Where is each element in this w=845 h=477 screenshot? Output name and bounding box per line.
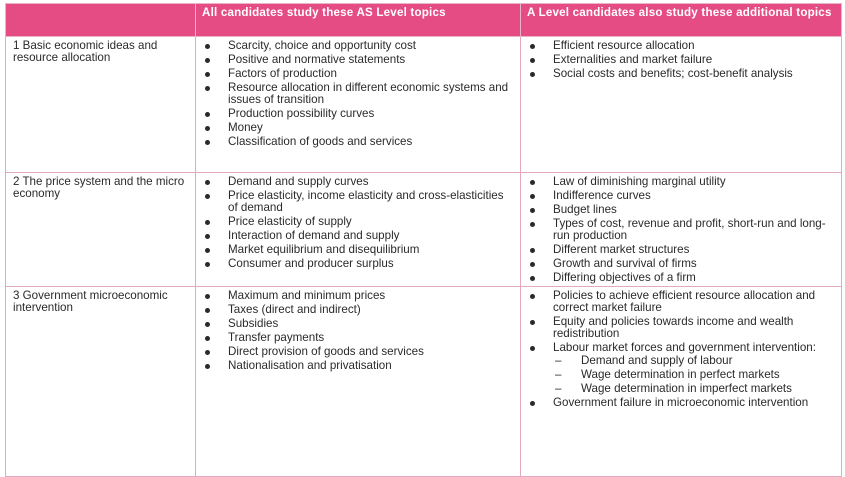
bullet-icon	[205, 322, 210, 327]
sub-list	[553, 355, 835, 395]
bullet-icon	[205, 58, 210, 63]
header-as-level: All candidates study these AS Level topics	[196, 4, 521, 37]
list-item: Law of diminishing marginal utility	[527, 176, 835, 188]
list-item: Classification of goods and services	[202, 136, 514, 148]
list-item: Market equilibrium and disequilibrium	[202, 244, 514, 256]
a-topics-cell	[521, 287, 842, 477]
bullet-icon	[530, 248, 535, 253]
bullet-icon	[205, 350, 210, 355]
bullet-icon	[530, 294, 535, 299]
list-item: Indifference curves	[527, 190, 835, 202]
list-item: Differing objectives of a firm	[527, 272, 835, 284]
list-item: Direct provision of goods and services	[202, 346, 514, 358]
bullet-icon	[205, 72, 210, 77]
as-topics-cell	[196, 173, 521, 287]
bullet-icon	[205, 194, 210, 199]
list-item: Positive and normative statements	[202, 54, 514, 66]
bullet-icon	[530, 208, 535, 213]
table-row	[6, 173, 842, 287]
bullet-icon	[530, 276, 535, 281]
list-item: Externalities and market failure	[527, 54, 835, 66]
bullet-icon	[205, 248, 210, 253]
a-topics-cell	[521, 173, 842, 287]
list-item: Growth and survival of firms	[527, 258, 835, 270]
dash-icon: –	[555, 368, 562, 381]
bullet-icon	[205, 180, 210, 185]
syllabus-table-wrapper	[5, 3, 841, 473]
list-item: Price elasticity, income elasticity and cross-elasticities of demand	[202, 190, 514, 214]
list-item: Nationalisation and privatisation	[202, 360, 514, 372]
topic-cell: 1 Basic economic ideas and resource allocation	[6, 37, 196, 173]
bullet-icon	[530, 222, 535, 227]
bullet-icon	[530, 262, 535, 267]
topic-cell: 3 Government microeconomic intervention	[6, 287, 196, 477]
dash-icon: –	[555, 382, 562, 395]
list-item: Maximum and minimum prices	[202, 290, 514, 302]
header-topic	[6, 4, 196, 37]
a-topics-cell	[521, 37, 842, 173]
header-a-level: A Level candidates also study these additional topics	[521, 4, 842, 37]
list-item: Demand and supply curves	[202, 176, 514, 188]
sub-list-item: – Demand and supply of labour	[555, 354, 733, 367]
bullet-icon	[530, 72, 535, 77]
list-item: Government failure in microeconomic intervention	[527, 397, 835, 409]
sub-list-item: – Wage determination in perfect markets	[555, 368, 780, 381]
as-topics-cell	[196, 37, 521, 173]
as-topics-cell	[196, 287, 521, 477]
list-item: Policies to achieve efficient resource allocation and correct market failure	[527, 290, 835, 314]
list-item: Subsidies	[202, 318, 514, 330]
list-item: Scarcity, choice and opportunity cost	[202, 40, 514, 52]
table-row	[6, 37, 842, 173]
bullet-icon	[530, 58, 535, 63]
topic-cell: 2 The price system and the micro economy	[6, 173, 196, 287]
list-item: Taxes (direct and indirect)	[202, 304, 514, 316]
list-item: Efficient resource allocation	[527, 40, 835, 52]
bullet-icon	[205, 234, 210, 239]
dash-icon: –	[555, 354, 562, 367]
bullet-icon	[205, 364, 210, 369]
bullet-icon	[205, 86, 210, 91]
list-item: Resource allocation in different economic systems and issues of transition	[202, 82, 514, 106]
list-item: Transfer payments	[202, 332, 514, 344]
list-item: Production possibility curves	[202, 108, 514, 120]
list-item: Factors of production	[202, 68, 514, 80]
list-item: Interaction of demand and supply	[202, 230, 514, 242]
list-item: Equity and policies towards income and wealth redistribution	[527, 316, 835, 340]
bullet-icon	[530, 320, 535, 325]
list-item: Budget lines	[527, 204, 835, 216]
list-item: Different market structures	[527, 244, 835, 256]
bullet-icon	[530, 44, 535, 49]
bullet-icon	[205, 262, 210, 267]
bullet-icon	[205, 294, 210, 299]
header-row	[6, 4, 842, 37]
bullet-icon	[205, 126, 210, 131]
bullet-icon	[205, 140, 210, 145]
bullet-icon	[205, 44, 210, 49]
bullet-icon	[530, 346, 535, 351]
syllabus-table	[5, 3, 842, 477]
list-item: Labour market forces and government intervention: – Demand and supply of labour – Wage determination in perfect markets – Wage determination in imperfect markets	[527, 342, 835, 395]
bullet-icon	[530, 180, 535, 185]
list-item: Money	[202, 122, 514, 134]
bullet-icon	[530, 401, 535, 406]
list-item: Social costs and benefits; cost-benefit analysis	[527, 68, 835, 80]
bullet-icon	[205, 220, 210, 225]
bullet-icon	[205, 308, 210, 313]
sub-list-item: – Wage determination in imperfect markets	[555, 382, 792, 395]
bullet-icon	[205, 336, 210, 341]
bullet-icon	[205, 112, 210, 117]
table-row	[6, 287, 842, 477]
bullet-icon	[530, 194, 535, 199]
list-item: Consumer and producer surplus	[202, 258, 514, 270]
list-item: Price elasticity of supply	[202, 216, 514, 228]
list-item: Types of cost, revenue and profit, short-run and long-run production	[527, 218, 835, 242]
